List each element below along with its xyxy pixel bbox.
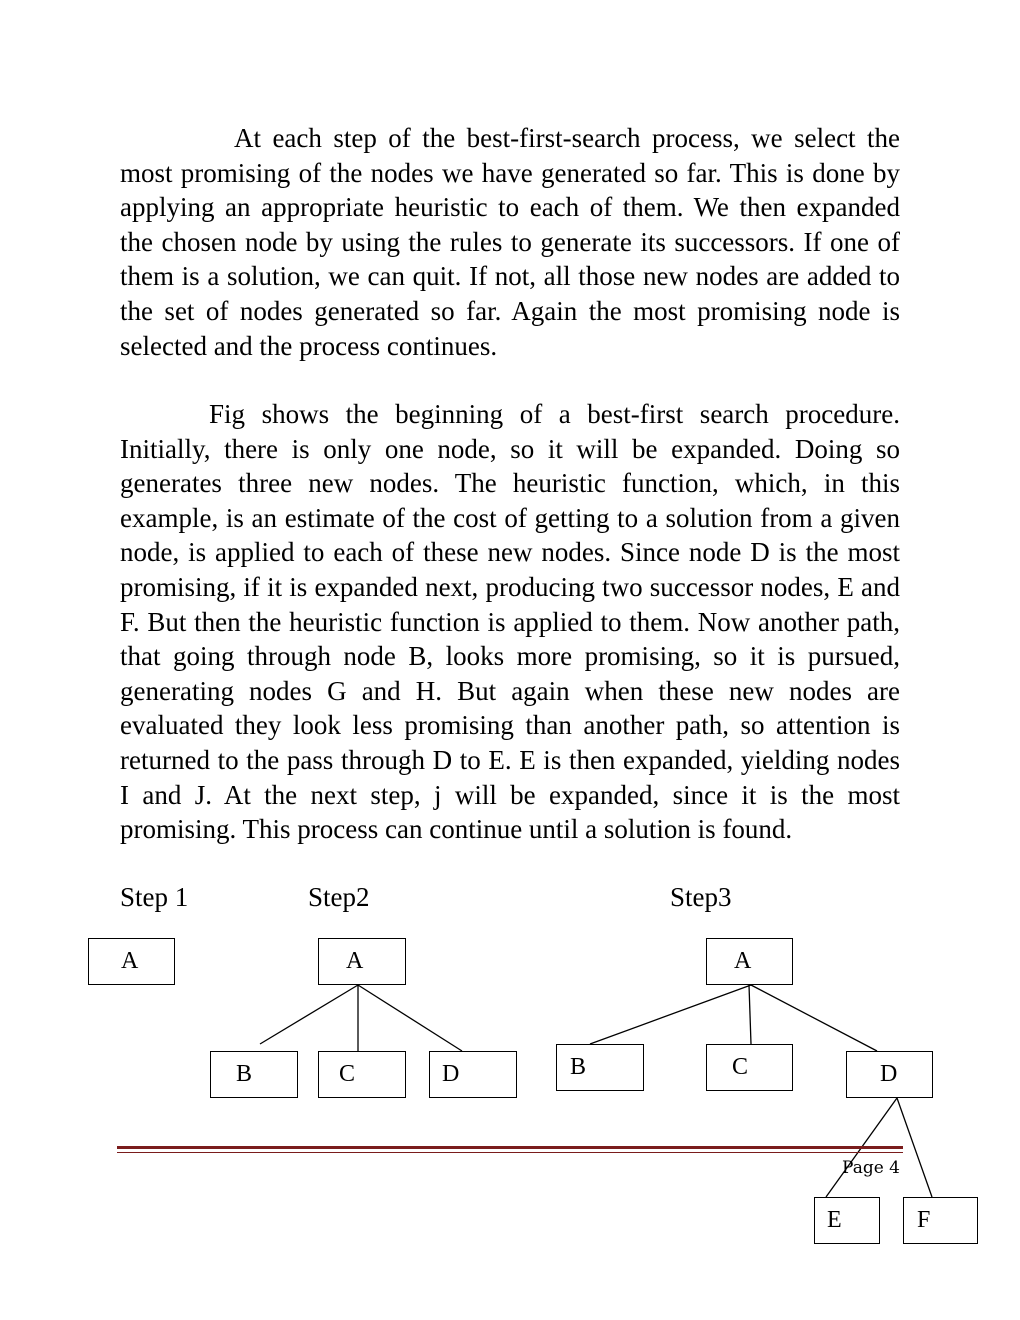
edge-s3-a-d [751,985,877,1051]
node-s3-d: D [846,1051,933,1098]
node-s3-a: A [706,938,793,985]
page-number: Page 4 [842,1158,900,1178]
step-1-label: Step 1 [120,882,189,912]
footer-rule-thick [117,1146,903,1149]
node-s3-e: E [814,1197,880,1244]
node-s1-a: A [88,938,175,985]
step-3-label: Step3 [670,882,732,912]
edge-s3-a-b [590,985,751,1044]
node-s3-c: C [706,1044,793,1091]
step-2-label: Step2 [308,882,370,912]
node-s3-f: F [903,1197,978,1244]
paragraph-2: Fig shows the beginning of a best-first search procedure. Initially, there is only one node, so it will be expanded. Doing so generates three new nodes. The heuristic function, which, in this example, is an estimate of the cost of getting to a solution from a given node, is applied to each of these new nodes. Since node D is the most promising, if it is expanded next, producing two successor nodes, E and F. But then the heuristic function is applied to them. Now another path, that going through node B, looks more promising, so it is pursued, generating nodes G and H. But again when these new nodes are evaluated they look less promising than another path, so attention is returned to the pass through D to E. E is then expanded, yielding nodes I and J. At the next step, j will be expanded, since it is the most promising. This process can continue until a solution is found. [120,399,900,845]
edge-s3-a-c [749,985,751,1044]
footer-rule-thin [117,1152,903,1153]
edge-s2-a-d [358,985,462,1051]
node-s2-c: C [318,1051,406,1098]
node-s2-d: D [429,1051,517,1098]
node-s3-b: B [556,1044,644,1091]
node-s2-b: B [210,1051,298,1098]
edge-s2-a-b [260,985,358,1044]
node-s2-a: A [318,938,406,985]
paragraph-1: At each step of the best-first-search process, we select the most promising of the nodes we have generated so far. This is done by applying an appropriate heuristic to each of them. We then expanded the chosen node by using the rules to generate its successors. If one of them is a solution, we can quit. If not, all those new nodes are added to the set of nodes generated so far. Again the most promising node is selected and the process continues. [120,123,900,361]
